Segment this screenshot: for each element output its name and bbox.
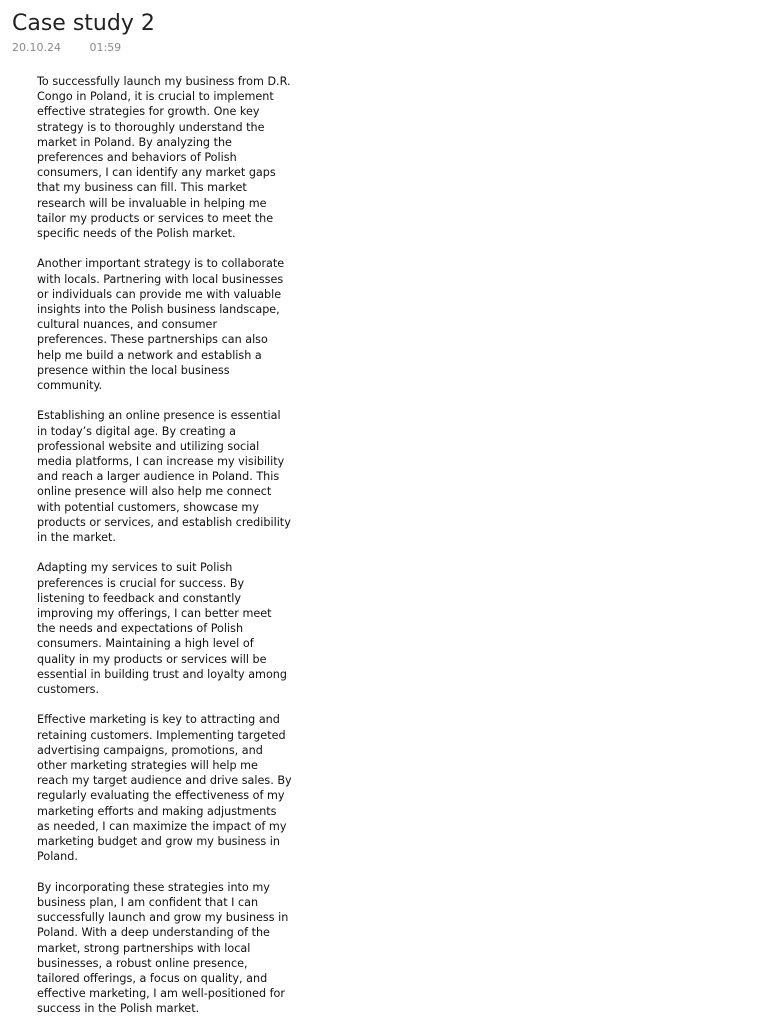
paragraph-market-research: To successfully launch my business from D.R. Congo in Poland, it is crucial to implement effective strategies for growth. One key strategy is to thoroughly understand the market in Poland. By analyzing the preferences and behaviors of Polish consumers, I can identify any market gaps that my business can fill. This market research will be invaluable in helping me tailor my products or services to meet the specific needs of the Polish market. xyxy=(37,75,291,241)
note-time: 01:59 xyxy=(89,41,122,54)
paragraph-online-presence: Establishing an online presence is essential in today’s digital age. By creating a professional website and utilizing social media platforms, I can increase my visibility and reach a larger audience in Poland. This online presence will also help me connect with potential customers, showcase my products or services, and establish credibility in the market. xyxy=(37,409,291,545)
paragraph-conclusion: By incorporating these strategies into my business plan, I am confident that I can successfully launch and grow my business in Poland. With a deep understanding of the market, strong partnerships with local businesses, a robust online presence, tailored offerings, a focus on quality, and effective marketing, I am well-positioned for success in the Polish market. xyxy=(37,880,289,1016)
note-metadata xyxy=(12,41,121,55)
note-body[interactable] xyxy=(37,74,301,1017)
paragraph-marketing: Effective marketing is key to attracting and retaining customers. Implementing targeted advertising campaigns, promotions, and other marketing strategies will help me reach my target audience and drive sales. By regularly evaluating the effectiveness of my marketing efforts and making adjustments as needed, I can maximize the impact of my marketing budget and grow my business in Poland. xyxy=(37,713,292,864)
page-title: Case study 2 xyxy=(12,11,155,36)
paragraph-adapting-services: Adapting my services to suit Polish preferences is crucial for success. By listening to feedback and constantly improving my offerings, I can better meet the needs and expectations of Polish consumers. Maintaining a high level of quality in my products or services will be essential in building trust and loyalty among customers. xyxy=(37,561,287,697)
paragraph-collaboration: Another important strategy is to collaborate with locals. Partnering with local businesses or individuals can provide me with valuable insights into the Polish business landscape, cultural nuances, and consumer preferences. These partnerships can also help me build a network and establish a presence within the local business community. xyxy=(37,257,285,393)
note-date: 20.10.24 xyxy=(12,41,61,54)
